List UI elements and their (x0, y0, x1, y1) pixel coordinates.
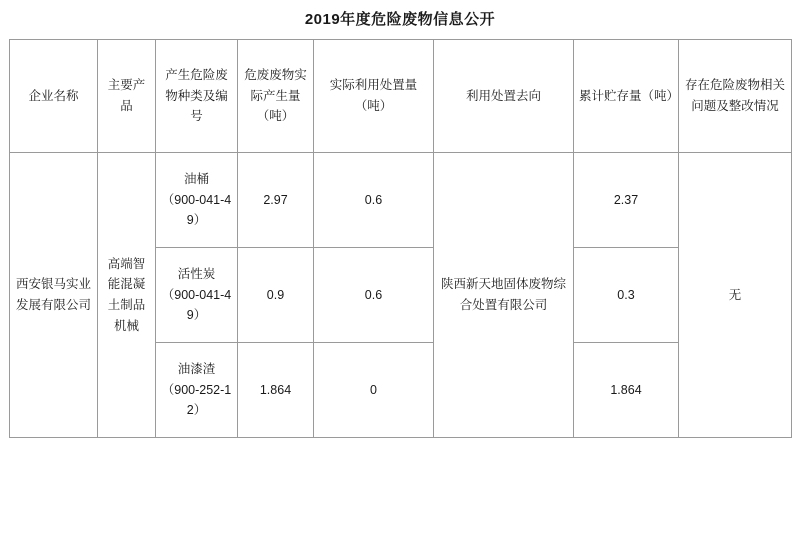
cell-disposed-amount: 0.6 (314, 153, 434, 248)
waste-code-text: （900-041-49） (161, 287, 232, 323)
column-header-waste-type-code: 产生危险废物种类及编号 (156, 40, 238, 153)
cell-accumulated-storage: 0.3 (574, 248, 679, 343)
waste-name-text: 活性炭 (177, 267, 216, 282)
cell-generated-amount: 2.97 (238, 153, 314, 248)
page-title: 2019年度危险废物信息公开 (304, 11, 496, 28)
cell-waste-type-code (156, 153, 238, 248)
cell-main-product: 高端智能混凝土制品机械 (98, 153, 156, 438)
column-header-accumulated-storage: 累计贮存量（吨） (574, 40, 679, 153)
column-header-main-product: 主要产品 (98, 40, 156, 153)
waste-name-text: 油桶 (183, 172, 209, 187)
cell-company-name: 西安银马实业发展有限公司 (10, 153, 98, 438)
cell-issues-rectification: 无 (679, 153, 792, 438)
hazardous-waste-disclosure-table (9, 39, 792, 438)
cell-disposed-amount: 0.6 (314, 248, 434, 343)
table-header-row (10, 40, 792, 153)
column-header-issues-rectification: 存在危险废物相关问题及整改情况 (679, 40, 792, 153)
cell-accumulated-storage: 2.37 (574, 153, 679, 248)
column-header-generated-amount: 危废废物实际产生量（吨） (238, 40, 314, 153)
column-header-disposal-destination: 利用处置去向 (434, 40, 574, 153)
column-header-disposed-amount: 实际利用处置量（吨） (314, 40, 434, 153)
waste-code-text: （900-041-49） (161, 192, 232, 228)
cell-waste-type-code (156, 343, 238, 438)
cell-waste-type-code (156, 248, 238, 343)
cell-generated-amount: 0.9 (238, 248, 314, 343)
cell-generated-amount: 1.864 (238, 343, 314, 438)
cell-accumulated-storage: 1.864 (574, 343, 679, 438)
waste-name-text: 油漆渣 (177, 362, 216, 377)
table-body (10, 153, 792, 438)
waste-code-text: （900-252-12） (161, 382, 232, 418)
table-header (10, 40, 792, 153)
table-row (10, 153, 792, 248)
cell-disposal-destination: 陕西新天地固体废物综合处置有限公司 (434, 153, 574, 438)
cell-disposed-amount: 0 (314, 343, 434, 438)
column-header-company-name: 企业名称 (10, 40, 98, 153)
